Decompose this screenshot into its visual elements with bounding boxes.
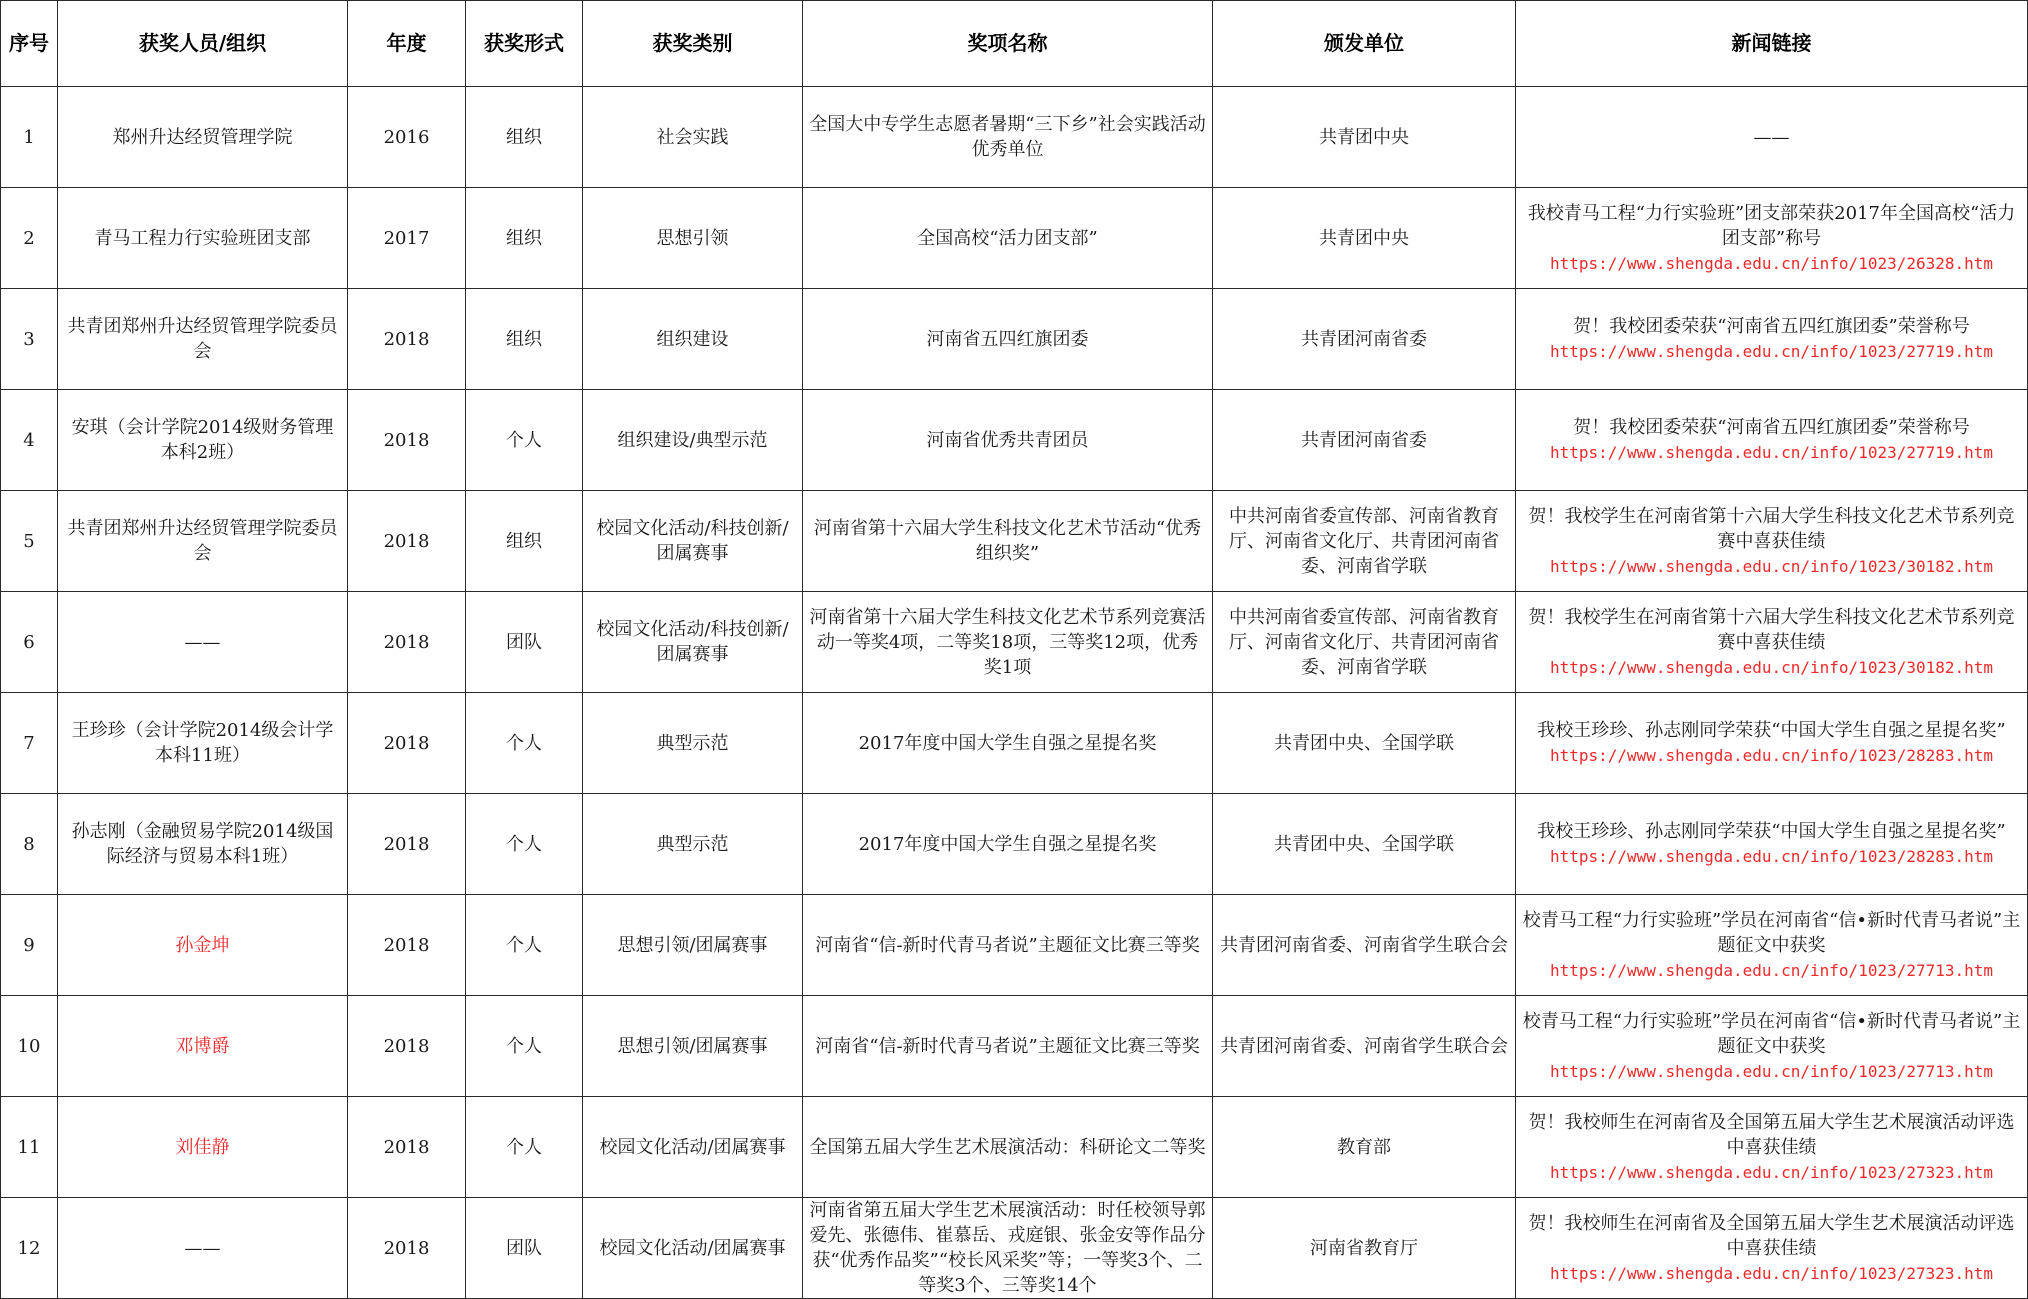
cell-issuer: 共青团中央、全国学联 — [1213, 794, 1516, 895]
cell-no: 5 — [1, 491, 58, 592]
cell-news — [1516, 895, 2028, 996]
cell-year: 2018 — [348, 491, 466, 592]
cell-name: 孙志刚（金融贸易学院2014级国际经济与贸易本科1班） — [58, 794, 348, 895]
cell-category: 校园文化活动/科技创新/团属赛事 — [583, 592, 803, 693]
cell-year: 2017 — [348, 188, 466, 289]
cell-form: 团队 — [466, 592, 583, 693]
cell-form: 个人 — [466, 390, 583, 491]
news-link[interactable]: https://www.shengda.edu.cn/info/1023/27713.htm — [1549, 960, 1994, 980]
cell-issuer: 共青团河南省委 — [1213, 289, 1516, 390]
news-title: 贺！我校团委荣获“河南省五四红旗团委”荣誉称号 — [1573, 417, 1970, 438]
news-title: —— — [1753, 126, 1790, 148]
table-row — [1, 491, 2028, 592]
cell-news — [1516, 794, 2028, 895]
cell-name: 安琪（会计学院2014级财务管理本科2班） — [58, 390, 348, 491]
table-body — [1, 87, 2028, 1299]
cell-news — [1516, 390, 2028, 491]
cell-issuer: 河南省教育厅 — [1213, 1198, 1516, 1299]
news-title: 校青马工程“力行实验班”学员在河南省“信•新时代青马者说”主题征文中获奖 — [1522, 909, 2021, 956]
cell-news — [1516, 1097, 2028, 1198]
news-title: 贺！我校学生在河南省第十六届大学生科技文化艺术节系列竞赛中喜获佳绩 — [1528, 606, 2015, 653]
cell-no: 11 — [1, 1097, 58, 1198]
cell-year: 2018 — [348, 895, 466, 996]
news-title: 贺！我校师生在河南省及全国第五届大学生艺术展演活动评选中喜获佳绩 — [1528, 1212, 2015, 1259]
cell-issuer: 中共河南省委宣传部、河南省教育厅、河南省文化厅、共青团河南省委、河南省学联 — [1213, 491, 1516, 592]
cell-category: 校园文化活动/科技创新/团属赛事 — [583, 491, 803, 592]
cell-year: 2018 — [348, 693, 466, 794]
cell-award: 河南省第十六届大学生科技文化艺术节活动“优秀组织奖” — [803, 491, 1213, 592]
cell-award: 河南省优秀共青团员 — [803, 390, 1213, 491]
news-link[interactable]: https://www.shengda.edu.cn/info/1023/30182.htm — [1549, 657, 1994, 677]
news-title: 贺！我校学生在河南省第十六届大学生科技文化艺术节系列竞赛中喜获佳绩 — [1528, 505, 2015, 552]
table-row — [1, 1198, 2028, 1299]
cell-form: 组织 — [466, 188, 583, 289]
news-link[interactable]: https://www.shengda.edu.cn/info/1023/27719.htm — [1549, 342, 1994, 361]
news-title: 我校王珍珍、孙志刚同学荣获“中国大学生自强之星提名奖” — [1537, 821, 2006, 842]
news-title: 贺！我校团委荣获“河南省五四红旗团委”荣誉称号 — [1573, 316, 1970, 337]
cell-award: 河南省第五届大学生艺术展演活动：时任校领导郭爱先、张德伟、崔慕岳、戎庭银、张金安等作品分获“优秀作品奖”“校长风采奖”等；一等奖3个、二等奖3个、三等奖14个 — [803, 1198, 1213, 1299]
header-issuer: 颁发单位 — [1213, 1, 1516, 87]
table-row — [1, 996, 2028, 1097]
cell-name: 孙金坤 — [58, 895, 348, 996]
cell-issuer: 共青团河南省委、河南省学生联合会 — [1213, 895, 1516, 996]
cell-form: 个人 — [466, 996, 583, 1097]
cell-category: 组织建设 — [583, 289, 803, 390]
cell-name: 王珍珍（会计学院2014级会计学本科11班） — [58, 693, 348, 794]
table-row — [1, 1097, 2028, 1198]
cell-form: 组织 — [466, 491, 583, 592]
cell-name: —— — [58, 592, 348, 693]
cell-news — [1516, 1198, 2028, 1299]
news-link[interactable]: https://www.shengda.edu.cn/info/1023/27713.htm — [1549, 1061, 1994, 1081]
cell-category: 典型示范 — [583, 693, 803, 794]
cell-award: 全国高校“活力团支部” — [803, 188, 1213, 289]
header-no: 序号 — [1, 1, 58, 87]
cell-category: 社会实践 — [583, 87, 803, 188]
header-news: 新闻链接 — [1516, 1, 2028, 87]
cell-no: 4 — [1, 390, 58, 491]
table-row — [1, 592, 2028, 693]
table-row — [1, 895, 2028, 996]
cell-name: 共青团郑州升达经贸管理学院委员会 — [58, 491, 348, 592]
news-link[interactable]: https://www.shengda.edu.cn/info/1023/27323.htm — [1549, 1162, 1994, 1182]
cell-year: 2018 — [348, 390, 466, 491]
header-name: 获奖人员/组织 — [58, 1, 348, 87]
cell-award: 河南省“信-新时代青马者说”主题征文比赛三等奖 — [803, 996, 1213, 1097]
cell-issuer: 共青团河南省委 — [1213, 390, 1516, 491]
cell-issuer: 教育部 — [1213, 1097, 1516, 1198]
cell-name: —— — [58, 1198, 348, 1299]
cell-no: 9 — [1, 895, 58, 996]
news-title: 我校王珍珍、孙志刚同学荣获“中国大学生自强之星提名奖” — [1537, 720, 2006, 741]
cell-category: 思想引领/团属赛事 — [583, 895, 803, 996]
cell-award: 2017年度中国大学生自强之星提名奖 — [803, 693, 1213, 794]
cell-issuer: 中共河南省委宣传部、河南省教育厅、河南省文化厅、共青团河南省委、河南省学联 — [1213, 592, 1516, 693]
news-link[interactable]: https://www.shengda.edu.cn/info/1023/27719.htm — [1549, 443, 1994, 462]
cell-award: 2017年度中国大学生自强之星提名奖 — [803, 794, 1213, 895]
header-row — [1, 1, 2028, 87]
news-title: 贺！我校师生在河南省及全国第五届大学生艺术展演活动评选中喜获佳绩 — [1528, 1111, 2015, 1158]
cell-form: 组织 — [466, 289, 583, 390]
header-form: 获奖形式 — [466, 1, 583, 87]
cell-no: 7 — [1, 693, 58, 794]
cell-news — [1516, 188, 2028, 289]
cell-news — [1516, 87, 2028, 188]
cell-issuer: 共青团中央、全国学联 — [1213, 693, 1516, 794]
cell-name: 邓博爵 — [58, 996, 348, 1097]
cell-no: 10 — [1, 996, 58, 1097]
header-category: 获奖类别 — [583, 1, 803, 87]
table-row — [1, 289, 2028, 390]
news-link[interactable]: https://www.shengda.edu.cn/info/1023/30182.htm — [1549, 556, 1994, 576]
cell-name: 共青团郑州升达经贸管理学院委员会 — [58, 289, 348, 390]
cell-form: 个人 — [466, 693, 583, 794]
cell-no: 8 — [1, 794, 58, 895]
cell-category: 思想引领 — [583, 188, 803, 289]
cell-category: 典型示范 — [583, 794, 803, 895]
table-row — [1, 794, 2028, 895]
cell-form: 个人 — [466, 794, 583, 895]
cell-category: 校园文化活动/团属赛事 — [583, 1198, 803, 1299]
cell-news — [1516, 996, 2028, 1097]
header-award: 奖项名称 — [803, 1, 1213, 87]
news-title: 校青马工程“力行实验班”学员在河南省“信•新时代青马者说”主题征文中获奖 — [1522, 1010, 2021, 1057]
cell-year: 2018 — [348, 592, 466, 693]
news-title: 我校青马工程“力行实验班”团支部荣获2017年全国高校“活力团支部”称号 — [1527, 202, 2016, 249]
cell-news — [1516, 592, 2028, 693]
cell-form: 个人 — [466, 1097, 583, 1198]
news-link[interactable]: https://www.shengda.edu.cn/info/1023/26328.htm — [1549, 253, 1994, 273]
cell-issuer: 共青团中央 — [1213, 188, 1516, 289]
cell-name: 刘佳静 — [58, 1097, 348, 1198]
cell-news — [1516, 289, 2028, 390]
cell-name: 青马工程力行实验班团支部 — [58, 188, 348, 289]
table-row — [1, 390, 2028, 491]
header-year: 年度 — [348, 1, 466, 87]
cell-issuer: 共青团中央 — [1213, 87, 1516, 188]
cell-category: 组织建设/典型示范 — [583, 390, 803, 491]
news-link[interactable]: https://www.shengda.edu.cn/info/1023/27323.htm — [1549, 1263, 1994, 1283]
cell-no: 1 — [1, 87, 58, 188]
cell-form: 组织 — [466, 87, 583, 188]
table-row — [1, 87, 2028, 188]
cell-issuer: 共青团河南省委、河南省学生联合会 — [1213, 996, 1516, 1097]
news-link[interactable]: https://www.shengda.edu.cn/info/1023/28283.htm — [1549, 847, 1994, 866]
cell-award: 全国第五届大学生艺术展演活动：科研论文二等奖 — [803, 1097, 1213, 1198]
cell-no: 6 — [1, 592, 58, 693]
cell-year: 2018 — [348, 289, 466, 390]
cell-year: 2018 — [348, 1097, 466, 1198]
cell-year: 2018 — [348, 996, 466, 1097]
cell-year: 2018 — [348, 794, 466, 895]
cell-no: 3 — [1, 289, 58, 390]
cell-year: 2018 — [348, 1198, 466, 1299]
table-row — [1, 188, 2028, 289]
table-row — [1, 693, 2028, 794]
cell-category: 思想引领/团属赛事 — [583, 996, 803, 1097]
cell-award: 河南省五四红旗团委 — [803, 289, 1213, 390]
cell-news — [1516, 693, 2028, 794]
cell-category: 校园文化活动/团属赛事 — [583, 1097, 803, 1198]
cell-no: 2 — [1, 188, 58, 289]
news-link[interactable]: https://www.shengda.edu.cn/info/1023/28283.htm — [1549, 746, 1994, 765]
cell-form: 个人 — [466, 895, 583, 996]
cell-award: 全国大中专学生志愿者暑期“三下乡”社会实践活动优秀单位 — [803, 87, 1213, 188]
cell-form: 团队 — [466, 1198, 583, 1299]
cell-name: 郑州升达经贸管理学院 — [58, 87, 348, 188]
cell-no: 12 — [1, 1198, 58, 1299]
cell-award: 河南省“信-新时代青马者说”主题征文比赛三等奖 — [803, 895, 1213, 996]
cell-year: 2016 — [348, 87, 466, 188]
cell-award: 河南省第十六届大学生科技文化艺术节系列竞赛活动一等奖4项，二等奖18项，三等奖12项，优秀奖1项 — [803, 592, 1213, 693]
cell-news — [1516, 491, 2028, 592]
